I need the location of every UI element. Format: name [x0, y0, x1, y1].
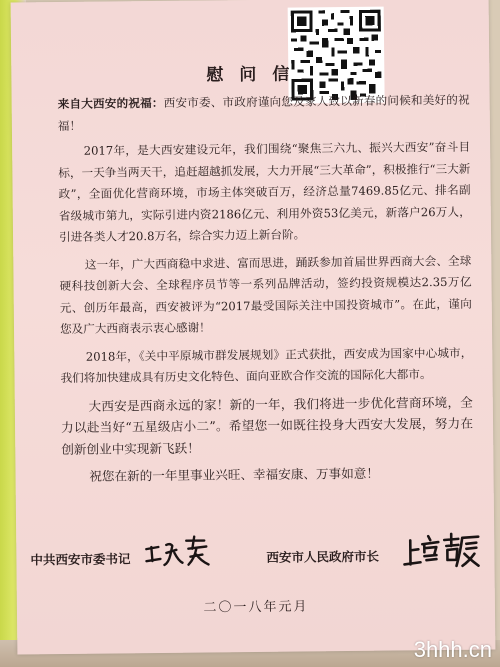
signature-left-icon	[142, 534, 212, 571]
paragraph-achievements: 2017年，是大西安建设元年，我们围绕“聚焦三六九、振兴大西安”奋斗目标，一天争当两天干，追赶超越抓发展，大力开展“三大革命”，积极推行“三大新政”，全面优化营商环境，市场主体突破百万，经济总量7469.85亿元、排名副省级城市第九，实际引进内资2186亿元、利用外资53亿美元，新落户26万人，引进各类人才20.8万名，综合实力迈上新台阶。	[58, 139, 471, 245]
paragraph-2018-plan: 2018年，《关中平原城市群发展规划》正式获批，西安成为国家中心城市，我们将加快建成具有历史文化特色、面向亚欧合作交流的国际化大都市。	[60, 345, 473, 386]
signature-right-icon	[402, 532, 480, 573]
qr-code-icon	[288, 7, 385, 104]
paragraph-wishes: 祝您在新的一年里事业兴旺、幸福安康、万事如意！	[89, 465, 380, 484]
signature-block	[30, 538, 480, 583]
greeting-lead: 来自大西安的祝福：	[57, 95, 164, 112]
signatory-mayor: 西安市人民政府市长	[266, 548, 380, 565]
letter-body	[58, 90, 474, 488]
greeting-paragraph	[58, 90, 470, 137]
paragraph-merchants: 这一年，广大西商稳中求进、富而思进，踊跃参加首届世界西商大会、全球硬科技创新大会、全球程序员节等一系列品牌活动，签约投资规模达2.35万亿元、创历年最高，西安被评为“2017最受国际关注中国投资城市”。在此，谨向您及广大西商表示衷心感谢！	[59, 253, 472, 337]
site-watermark: 3hhh.cn	[413, 637, 492, 662]
letter-title: 慰 问 信	[206, 64, 295, 86]
paragraph-home: 大西安是西商永远的家！新的一年，我们将进一步优化营商环境，全力以赴当好“五星级店小二”。希望您一如既往投身大西安大发展，努力在创新创业中实现新飞跃！	[60, 394, 474, 457]
letter-page	[11, 0, 496, 654]
letter-date: 二〇一八年元月	[203, 599, 309, 616]
signatory-party-secretary: 中共西安市委书记	[30, 551, 131, 568]
greeting-text: 西安市委、市政府谨向您及家人致以新春的问候和美好的祝福！	[57, 92, 470, 133]
